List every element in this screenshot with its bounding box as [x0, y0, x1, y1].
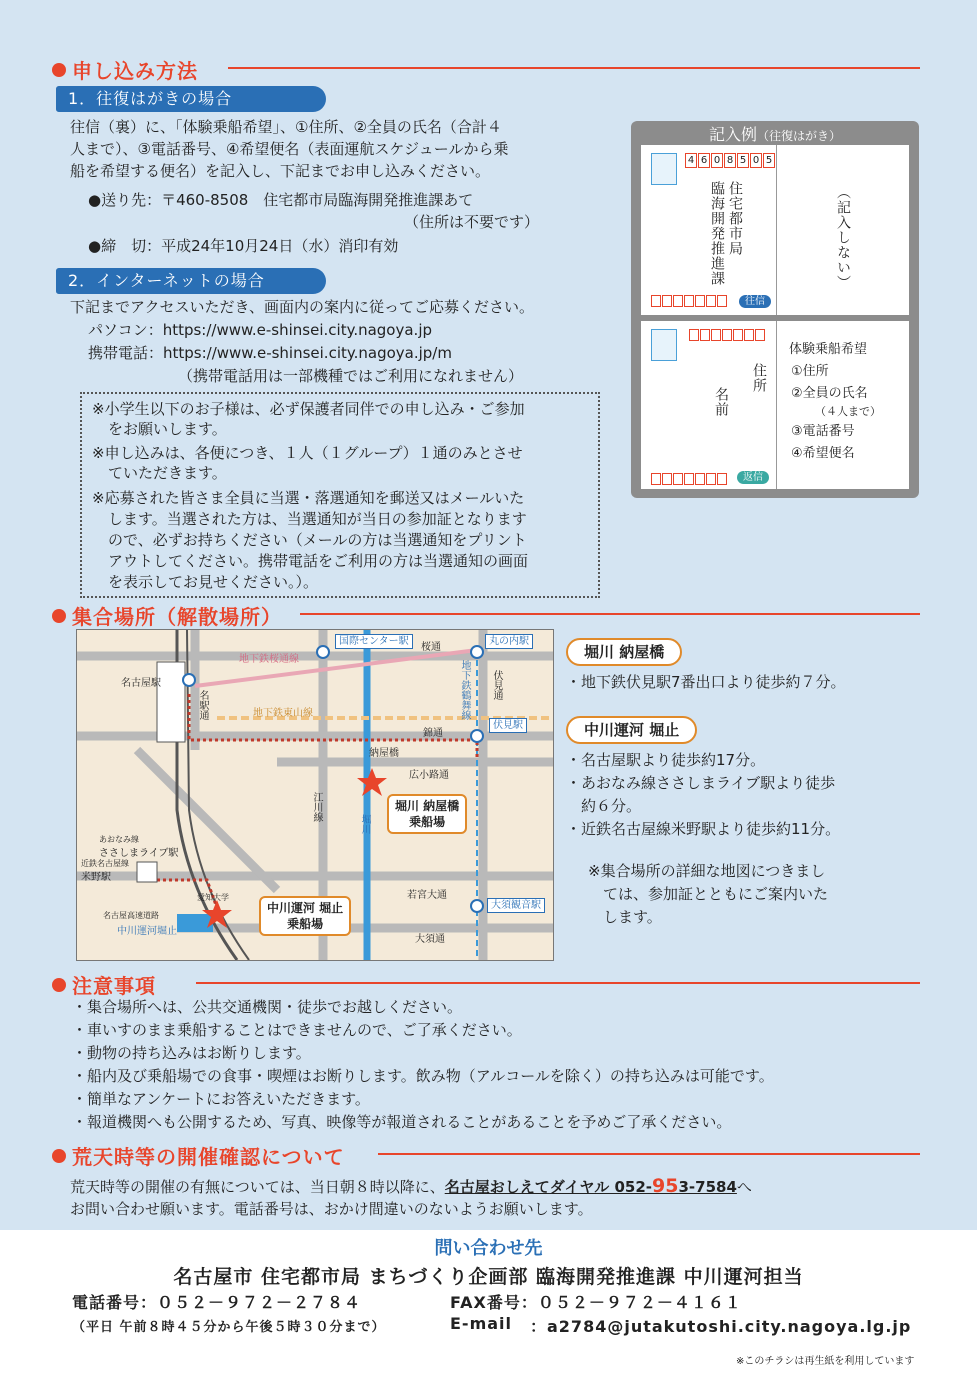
send-to: ●送り先：〒460-8508 住宅都市局臨海開発推進課あて [88, 191, 474, 209]
caution-item: ・報道機関へも公開するため、写真、映像等が報道されることがあることを予めご了承ください。 [72, 1113, 732, 1131]
deadline: ●締 切：平成24年10月24日（水）消印有効 [88, 237, 399, 255]
caution-heading-text: 注意事項 [72, 974, 156, 998]
internet-intro: 下記までアクセスいただき、画面内の案内に従ってご応募ください。 [70, 298, 534, 316]
apply-heading-text: 申し込み方法 [72, 59, 198, 83]
pier-horidome-label: 中川運河 堀止 乗船場 [259, 896, 351, 936]
map-label: 中川運河堀止 [117, 926, 177, 937]
return-zip [651, 473, 727, 485]
map-label: 地下鉄鶴舞線 [459, 660, 470, 720]
divider [378, 1153, 920, 1155]
divider [196, 982, 920, 984]
spot2-access-3: 約６分。 [566, 797, 642, 815]
caution-item: ・船内及び乗船場での食事・喫煙はお断りします。飲み物（アルコールを除く）の持ち込みは可能です。 [72, 1067, 774, 1085]
meeting-heading [52, 601, 282, 630]
map-label: 若宮大通 [407, 890, 447, 901]
form-line-2: ①住所 [791, 364, 829, 379]
pc-url[interactable]: パソコン：https://www.e-shinsei.city.nagoya.jp [88, 321, 433, 339]
email-address[interactable]: ：a2784@jutakutoshi.city.nagoya.lg.jp [530, 1317, 912, 1336]
note-2-line-1: ※申し込みは、各便につき、１人（１グループ）１通のみとさせ [92, 444, 523, 462]
note-3-line-3: ので、必ずお持ちください（メールの方は当選通知をプリント [108, 531, 527, 549]
weather-line-1: 荒天時等の開催の有無については、当日朝８時以降に、名古屋おしえてダイヤル 052-953-7584へ [70, 1175, 752, 1197]
note-3-line-5: を表示してお見せください。）。 [108, 573, 319, 591]
map-note-2: ては、参加証とともにご案内いた [588, 885, 829, 903]
send-name-label: 名前 [713, 387, 729, 417]
bullet-dot-icon [52, 978, 66, 992]
caution-item: ・動物の持ち込みはお断りします。 [72, 1044, 311, 1062]
note-1-line-2: をお願いします。 [108, 420, 227, 438]
contact-org: 名古屋市 住宅都市局 まちづくり企画部 臨海開発推進課 中川運河担当 [173, 1266, 804, 1288]
postcard-line-1: 往信（裏）に、「体験乗船希望」、①住所、②全員の氏名（合計４ [70, 118, 502, 136]
map-label: あおなみ線 [99, 835, 139, 844]
map-label: 桜通 [421, 642, 441, 653]
contact-title: 問い合わせ先 [434, 1238, 543, 1259]
map-station: 国際センター駅 [335, 634, 413, 649]
map-label: 名古屋駅 [121, 678, 161, 689]
reply-card [641, 145, 909, 315]
postcard-line-3: 船を希望する便名）を記入し、下記までお申し込みください。 [70, 162, 491, 180]
spot2-access-2: ・あおなみ線ささしまライブ駅より徒歩 [566, 774, 836, 792]
note-3-line-1: ※応募された皆さま全員に当選・落選通知を郵送又はメールいた [92, 489, 525, 507]
map-label: 名古屋高速道路 [103, 911, 159, 920]
weather-heading [52, 1141, 345, 1170]
send-address-label: 住所 [751, 363, 767, 393]
map-label: 納屋橋 [369, 748, 399, 759]
stamp-icon [651, 153, 677, 185]
map-label: 地下鉄桜通線 [239, 654, 299, 665]
map-label: 近鉄名古屋線 [81, 859, 129, 868]
note-2-line-2: ていただきます。 [108, 464, 227, 482]
apply-heading [52, 55, 198, 84]
map-station: 伏見駅 [489, 718, 527, 733]
example-title: 記入例（往復はがき） [708, 125, 842, 144]
map-label: 名駅通 [197, 690, 208, 720]
spot2-access-1: ・名古屋駅より徒歩約17分。 [566, 751, 766, 769]
note-3-line-2: します。当選された方は、当選通知が当日の参加証となります [108, 510, 527, 528]
contact-fax: FAX番号：０５２－９７２－４１６１ [450, 1293, 742, 1312]
spot1-access: ・地下鉄伏見駅7番出口より徒歩約７分。 [566, 673, 846, 691]
map-label: 伏見通 [491, 670, 502, 700]
reply-badge: 往信 [739, 295, 771, 308]
send-card [641, 321, 909, 489]
map-label: 堀川 [359, 814, 370, 834]
stamp-icon [651, 329, 677, 361]
form-line-3: ②全員の氏名 [791, 386, 868, 401]
note-1-line-1: ※小学生以下のお子様は、必ず保護者同伴での申し込み・ご参加 [92, 400, 525, 418]
postcard-example [631, 121, 919, 498]
pier-nayabashi-label: 堀川 納屋橋 乗船場 [387, 794, 467, 834]
sender-zip [651, 295, 727, 307]
bullet-dot-icon [52, 1149, 66, 1163]
contact-tel: 電話番号：０５２－９７２－２７８４ [72, 1293, 362, 1312]
email-label: E-mail [450, 1314, 513, 1333]
spot1-name: 堀川 納屋橋 [566, 638, 682, 666]
form-line-4: （４人まで） [815, 405, 881, 418]
contact-hours: （平日 午前８時４５分から午後５時３０分まで） [72, 1320, 386, 1335]
bullet-dot-icon [52, 63, 66, 77]
spot2-access-4: ・近鉄名古屋線米野駅より徒歩約11分。 [566, 820, 841, 838]
form-line-6: ④希望便名 [791, 446, 855, 461]
map-label: 広小路通 [409, 770, 449, 781]
footnote: ※このチラシは再生紙を利用しています [736, 1356, 915, 1367]
caution-item: ・集合場所へは、公共交通機関・徒歩でお越しください。 [72, 998, 463, 1016]
card-divider [776, 145, 777, 315]
divider [228, 67, 920, 69]
meeting-heading-text: 集合場所（解散場所） [72, 605, 282, 629]
map-label: 江川線 [311, 792, 322, 822]
note-3-line-4: アウトしてください。携帯電話をご利用の方は当選通知の画面 [108, 552, 529, 570]
divider [300, 613, 920, 615]
map-station: 大須観音駅 [487, 898, 545, 913]
send-to-note: （住所は不要です） [404, 213, 540, 231]
mobile-note: （携帯電話用は一部機種ではご利用になれません） [178, 367, 524, 385]
spot2-name: 中川運河 堀止 [566, 716, 697, 744]
map-note-1: ※集合場所の詳細な地図につきまし [588, 862, 826, 880]
send-badge: 返信 [737, 471, 769, 484]
send-zip [689, 329, 765, 341]
reply-address: 住宅都市局 [727, 181, 743, 256]
card-divider [776, 321, 777, 489]
postcard-line-2: 人まで）、③電話番号、④希望便名（表面運航スケジュールから乗 [70, 140, 509, 158]
mobile-url[interactable]: 携帯電話：https://www.e-shinsei.city.nagoya.jp/m [88, 344, 452, 362]
weather-heading-text: 荒天時等の開催確認について [72, 1145, 345, 1169]
map-label: 大須通 [415, 934, 445, 945]
access-map [76, 629, 554, 961]
internet-tab: 2．インターネットの場合 [56, 268, 326, 294]
caution-item: ・簡単なアンケートにお答えいただきます。 [72, 1090, 370, 1108]
map-label: 地下鉄東山線 [253, 708, 313, 719]
bullet-dot-icon [52, 609, 66, 623]
weather-line-2: お問い合わせ願います。電話番号は、おかけ間違いのないようお願いします。 [70, 1200, 593, 1218]
map-note-3: します。 [588, 908, 662, 926]
form-line-5: ③電話番号 [791, 424, 855, 439]
map-label: ささしまライブ駅 [99, 848, 179, 859]
dial-number[interactable]: 名古屋おしえてダイヤル 052-953-7584 [444, 1175, 737, 1197]
reply-blank: （記入しない） [835, 185, 851, 290]
caution-heading [52, 970, 156, 999]
form-line-1: 体験乗船希望 [789, 342, 868, 357]
map-label: 愛知大学 [197, 893, 229, 902]
map-station: 丸の内駅 [485, 634, 533, 649]
reply-zip: 4 6 0 8 5 0 5 [685, 153, 775, 168]
reply-org: 臨海開発推進課 [709, 181, 725, 286]
map-label: 錦通 [423, 728, 443, 739]
postcard-tab: 1．往復はがきの場合 [56, 86, 326, 112]
caution-item: ・車いすのまま乗船することはできませんので、ご了承ください。 [72, 1021, 522, 1039]
map-label: 米野駅 [81, 872, 111, 883]
